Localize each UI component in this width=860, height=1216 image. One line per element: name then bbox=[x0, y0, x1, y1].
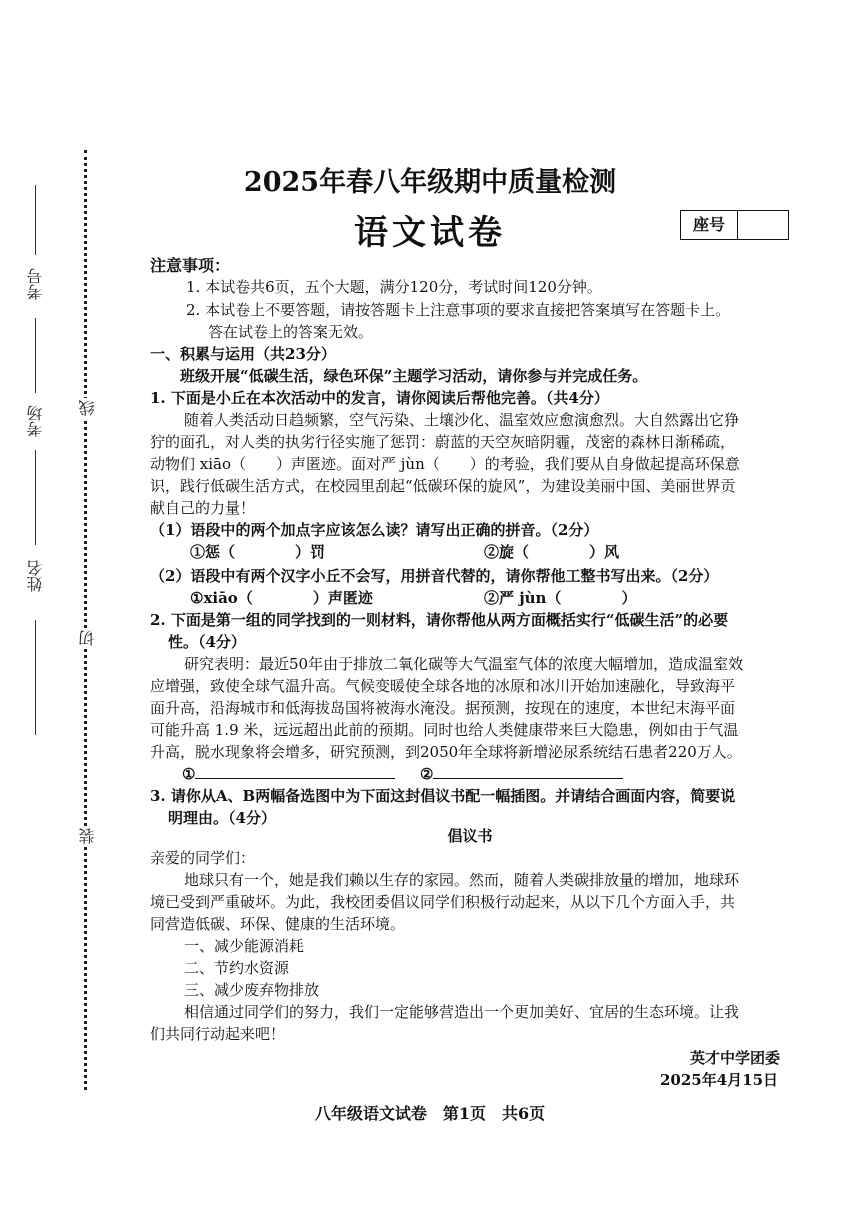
cut-mark-cut: 切 bbox=[78, 630, 97, 646]
letter-closing: 相信通过同学们的努力，我们一定能够营造出一个更加美好、宜居的生态环境。让我 bbox=[184, 1003, 740, 1021]
seat-label: 座号 bbox=[680, 210, 738, 240]
q2-stem-cont: 性。（4分） bbox=[168, 633, 246, 651]
notice-heading: 注意事项： bbox=[150, 256, 231, 275]
q1-sub2: （2）语段中有两个汉字小丘不会写，用拼音代替的，请你帮他工整书写出来。（2分） bbox=[150, 567, 719, 585]
section1-intro: 班级开展“低碳生活，绿色环保”主题学习活动，请你参与并完成任务。 bbox=[180, 367, 648, 385]
exam-room-line bbox=[35, 318, 36, 393]
letter-date: 2025年4月15日 bbox=[660, 1071, 779, 1089]
cut-mark-line: 线 bbox=[78, 400, 97, 416]
page-footer: 八年级语文试卷 第1页 共6页 bbox=[314, 1104, 546, 1123]
exam-room-label: 考场 bbox=[26, 405, 45, 437]
name-label: 姓名 bbox=[26, 560, 45, 592]
q1-sub1-b: ②旋（ ）风 bbox=[484, 543, 620, 561]
q1-sub1-a: ①惩（ ）罚 bbox=[190, 543, 326, 561]
q2-passage-line: 研究表明：最近50年由于排放二氧化碳等大气温室气体的浓度大幅增加，造成温室效 bbox=[184, 655, 744, 673]
cut-mark-bind: 装 bbox=[78, 828, 97, 844]
letter-point-1: 一、减少能源消耗 bbox=[184, 937, 305, 955]
binding-dotted-line bbox=[84, 150, 87, 1090]
q2-answer-1 bbox=[182, 764, 395, 784]
q2-passage-line: 可能升高 1.9 米，远远超出此前的预期。同时也给人类健康带来巨大隐患，例如由于气温 bbox=[150, 721, 739, 739]
q1-passage-line: 献自己的力量！ bbox=[150, 499, 256, 517]
q2-passage-line: 应增强，致使全球气温升高。气候变暖使全球各地的冰原和冰川开始加速融化，导致海平 bbox=[150, 677, 736, 695]
letter-greeting: 亲爱的同学们： bbox=[150, 849, 256, 867]
letter-body-line: 境已受到严重破坏。为此，我校团委倡议同学们积极行动起来，从以下几个方面入手，共 bbox=[150, 893, 736, 911]
notice-item-3: 答在试卷上的答案无效。 bbox=[208, 323, 374, 341]
q2-answer-2 bbox=[420, 764, 623, 784]
letter-point-3: 三、减少废弃物排放 bbox=[184, 981, 320, 999]
q3-stem: 3. 请你从A、B两幅备选图中为下面这封倡议书配一幅插图。并请结合画面内容，简要说 bbox=[150, 787, 736, 805]
seat-input-area[interactable] bbox=[738, 210, 789, 240]
q2-answer-2-line[interactable] bbox=[433, 764, 623, 779]
q1-passage-line: 狞的面孔，对人类的执劣行径实施了惩罚：蔚蓝的天空灰暗阴霾，茂密的森林日渐稀疏， bbox=[150, 433, 736, 451]
q1-passage-line: 随着人类活动日趋频繁，空气污染、土壤沙化、温室效应愈演愈烈。大自然露出它狰 bbox=[184, 411, 740, 429]
exam-no-label: 考号 bbox=[26, 268, 45, 300]
name-line bbox=[35, 450, 36, 545]
notice-item-1: 1. 本试卷共6页，五个大题，满分120分，考试时间120分钟。 bbox=[186, 278, 602, 296]
letter-body-line: 地球只有一个，她是我们赖以生存的家园。然而，随着人类碳排放量的增加，地球环 bbox=[184, 871, 740, 889]
q2-answer-2-label: ② bbox=[420, 765, 434, 783]
q1-passage-line: 动物们 xiāo（ ）声匿迹。面对严 jùn（ ）的考验，我们要从自身做起提高环保意 bbox=[150, 455, 740, 473]
q2-stem: 2. 下面是第一组的同学找到的一则材料，请你帮他从两方面概括实行“低碳生活”的必要 bbox=[150, 611, 729, 629]
q2-passage-line: 升高，脱水现象将会增多，研究预测，到2050年全球将新增泌尿系统结石患者220万人。 bbox=[150, 743, 742, 761]
q1-sub2-a: ①xiāo（ ）声匿迹 bbox=[190, 589, 373, 607]
q1-passage-line: 识，践行低碳生活方式，在校园里刮起“低碳环保的旋风”，为建设美丽中国、美丽世界贡 bbox=[150, 477, 736, 495]
section1-heading: 一、积累与运用（共23分） bbox=[150, 345, 336, 363]
exam-subject: 语文试卷 bbox=[354, 213, 506, 253]
letter-point-2: 二、节约水资源 bbox=[184, 959, 290, 977]
notice-item-2: 2. 本试卷上不要答题，请按答题卡上注意事项的要求直接把答案填写在答题卡上。 bbox=[186, 301, 731, 319]
class-line bbox=[35, 620, 36, 735]
exam-title: 2025年春八年级期中质量检测 bbox=[243, 167, 617, 198]
q2-answer-1-label: ① bbox=[182, 765, 196, 783]
letter-title: 倡议书 bbox=[447, 827, 493, 845]
seat-number-box bbox=[680, 210, 790, 240]
q2-passage-line: 面升高，沿海城市和低海拔岛国将被海水淹没。据预测，按现在的速度，本世纪末海平面 bbox=[150, 699, 736, 717]
letter-closing-cont: 们共同行动起来吧！ bbox=[150, 1025, 286, 1043]
q2-answer-1-line[interactable] bbox=[195, 764, 395, 779]
letter-body-line: 同营造低碳、环保、健康的生活环境。 bbox=[150, 915, 406, 933]
letter-signer: 英才中学团委 bbox=[690, 1049, 781, 1067]
q1-sub1: （1）语段中的两个加点字应该怎么读？请写出正确的拼音。（2分） bbox=[150, 521, 599, 539]
q1-stem: 1. 下面是小丘在本次活动中的发言，请你阅读后帮他完善。（共4分） bbox=[150, 389, 609, 407]
q1-sub2-b: ②严 jùn（ ） bbox=[484, 589, 637, 607]
q3-stem-cont: 明理由。（4分） bbox=[168, 809, 276, 827]
